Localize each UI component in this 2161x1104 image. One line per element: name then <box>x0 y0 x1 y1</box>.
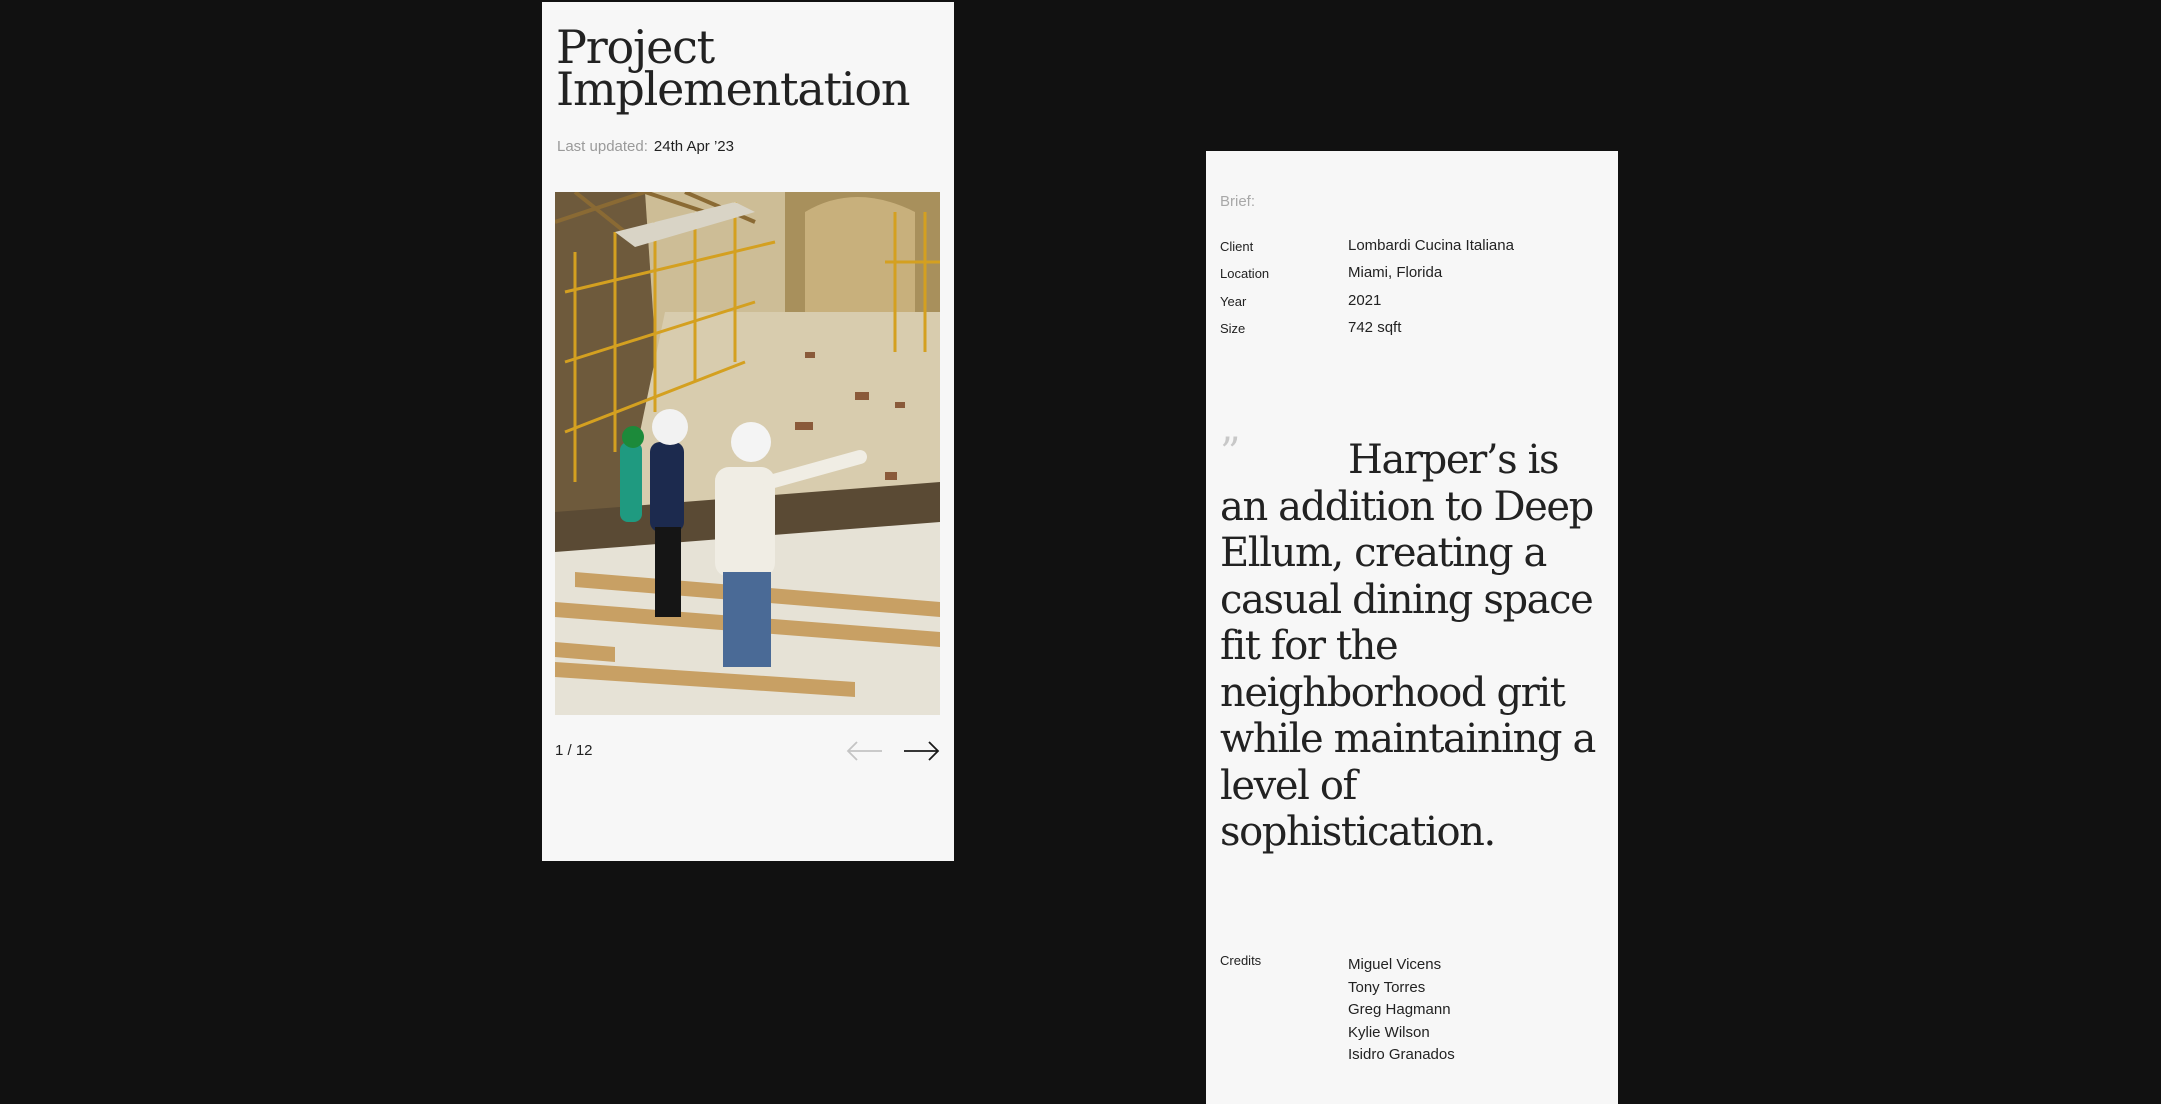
brief-key: Location <box>1220 266 1270 281</box>
brief-row-size <box>1220 319 1610 343</box>
credit-name: Greg Hagmann <box>1348 1001 1451 1019</box>
brief-value: 2021 <box>1348 292 1382 309</box>
page-title <box>556 20 910 116</box>
credit-name: Miguel Vicens <box>1348 956 1442 973</box>
brief-key: Client <box>1220 239 1254 254</box>
brief-row-location <box>1220 264 1610 288</box>
brief-key: Year <box>1220 294 1247 309</box>
credits-list <box>1348 954 1455 1067</box>
title-line-1: Project <box>556 20 714 74</box>
brief-row-year <box>1220 292 1610 316</box>
pull-quote: Harper’s is an addition to Deep Ellum, creating a casual dining space fit for the neighborhood grit while maintaining a level of sophistication. <box>1220 437 1595 855</box>
last-updated <box>557 138 734 156</box>
project-brief-panel <box>1206 151 1618 1104</box>
next-image-button[interactable] <box>902 738 942 764</box>
brief-value: Lombardi Cucina Italiana <box>1348 237 1514 254</box>
project-gallery-panel <box>542 2 954 861</box>
construction-site-photo <box>555 192 940 715</box>
arrow-left-icon <box>844 738 884 764</box>
arrow-right-icon <box>902 738 942 764</box>
gallery-image[interactable] <box>555 192 940 715</box>
quote-mark-icon: ” <box>1220 430 1241 476</box>
credit-name: Kylie Wilson <box>1348 1023 1430 1041</box>
brief-key: Size <box>1220 321 1246 336</box>
previous-image-button[interactable] <box>844 738 884 764</box>
credit-name: Tony Torres <box>1348 978 1426 996</box>
last-updated-value: 24th Apr ’23 <box>653 138 734 155</box>
brief-row-client <box>1220 237 1610 261</box>
title-line-2: Implementation <box>556 62 910 116</box>
credits-label: Credits <box>1220 953 1262 968</box>
brief-value: Miami, Florida <box>1348 264 1443 281</box>
brief-label: Brief: <box>1220 193 1256 210</box>
gallery-counter: 1 / 12 <box>555 742 593 759</box>
credit-name: Isidro Granados <box>1348 1046 1455 1064</box>
brief-value: 742 sqft <box>1348 319 1402 336</box>
last-updated-label: Last updated: <box>557 138 648 155</box>
